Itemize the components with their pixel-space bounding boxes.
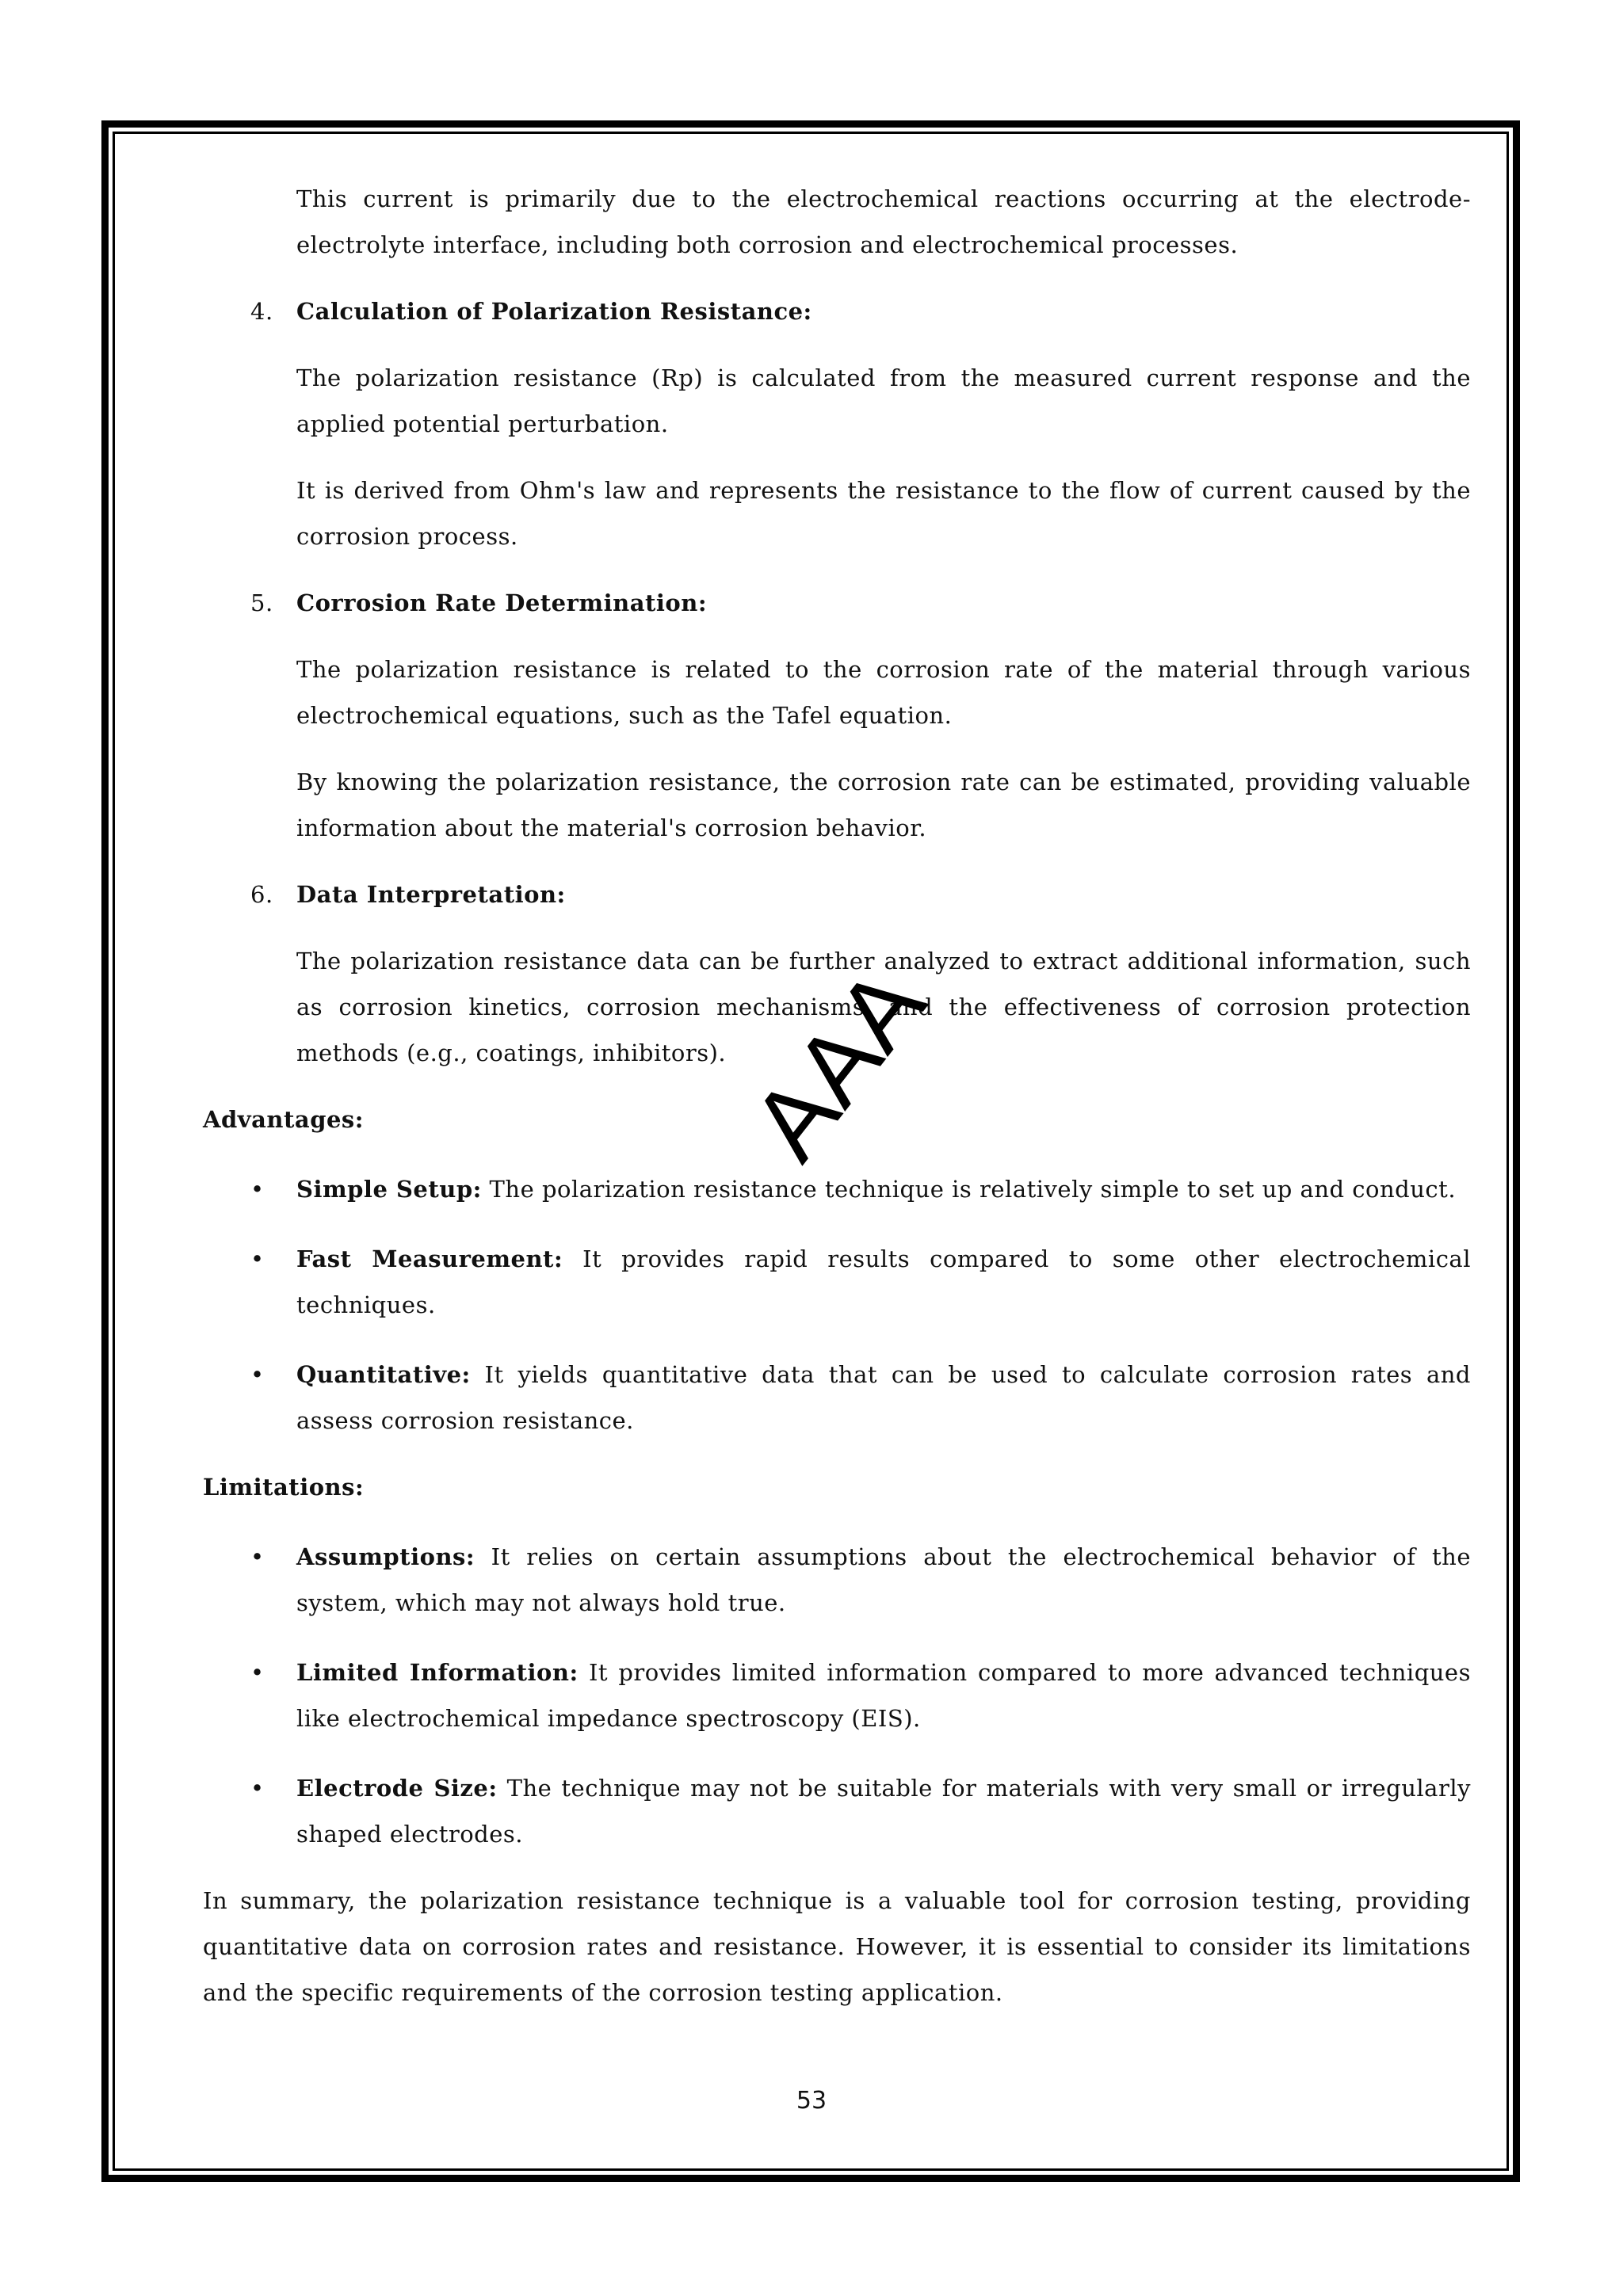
bullet-icon: • xyxy=(250,1361,265,1388)
intro-paragraph: This current is primarily due to the electrochemical reactions occurring at the electrode-electrolyte interface, including both corrosion and electrochemical processes. xyxy=(296,185,1471,258)
step-paragraph: The polarization resistance is related to the corrosion rate of the material through various electrochemical equations, such as the Tafel equation. xyxy=(296,656,1471,729)
limitation-term: Assumptions: xyxy=(296,1543,475,1570)
step-number: 5. xyxy=(250,589,273,616)
bullet-icon: • xyxy=(250,1543,265,1570)
advantages-heading: Advantages: xyxy=(203,1106,364,1133)
bullet-icon: • xyxy=(250,1775,265,1802)
advantage-text: It provides rapid results compared to some other electrochemical techniques. xyxy=(296,1245,1471,1318)
advantage-term: Simple Setup: xyxy=(296,1176,482,1203)
limitation-term: Electrode Size: xyxy=(296,1775,498,1802)
limitation-item xyxy=(203,1650,1471,1741)
bullet-icon: • xyxy=(250,1245,265,1272)
step-paragraph: By knowing the polarization resistance, the corrosion rate can be estimated, providing valuable information about the material's corrosion behavior. xyxy=(296,769,1471,841)
step-paragraph: It is derived from Ohm's law and represents the resistance to the flow of current caused by the corrosion process. xyxy=(296,477,1471,550)
bullet-icon: • xyxy=(250,1659,265,1686)
limitation-item xyxy=(203,1534,1471,1626)
step-heading xyxy=(203,871,1471,917)
advantage-text: The polarization resistance technique is relatively simple to set up and conduct. xyxy=(481,1176,1457,1203)
step-paragraph: The polarization resistance data can be further analyzed to extract additional information, such as corrosion kinetics, corrosion mechanisms, and the effectiveness of corrosion protection methods (e.g., coatings, inhibitors). xyxy=(296,948,1471,1066)
limitation-text: The technique may not be suitable for materials with very small or irregularly shaped electrodes. xyxy=(296,1775,1471,1848)
limitations-heading: Limitations: xyxy=(203,1474,365,1501)
bullet-icon: • xyxy=(250,1176,265,1203)
summary-paragraph: In summary, the polarization resistance technique is a valuable tool for corrosion testing, providing quantitative data on corrosion rates and resistance. However, it is essential to consider its limitations and the specific requirements of the corrosion testing application. xyxy=(203,1887,1471,2006)
step-title: Data Interpretation: xyxy=(296,881,566,908)
limitation-item xyxy=(203,1765,1471,1857)
advantage-item xyxy=(203,1236,1471,1328)
step-paragraph: The polarization resistance (Rp) is calculated from the measured current response and the applied potential perturbation. xyxy=(296,364,1471,437)
advantage-term: Quantitative: xyxy=(296,1361,471,1388)
advantage-item xyxy=(203,1352,1471,1444)
step-number: 4. xyxy=(250,298,273,325)
step-heading xyxy=(203,288,1471,334)
page-number: 53 xyxy=(796,2087,827,2115)
step-title: Corrosion Rate Determination: xyxy=(296,589,708,616)
advantage-item xyxy=(203,1166,1471,1212)
limitation-text: It provides limited information compared to more advanced techniques like electrochemical impedance spectroscopy (EIS). xyxy=(296,1659,1471,1732)
limitation-term: Limited Information: xyxy=(296,1659,579,1686)
watermark-text: AAA xyxy=(730,946,948,1180)
step-heading xyxy=(203,580,1471,626)
limitation-text: It relies on certain assumptions about the electrochemical behavior of the system, which may not always hold true. xyxy=(296,1543,1471,1616)
advantage-text: It yields quantitative data that can be used to calculate corrosion rates and assess corrosion resistance. xyxy=(296,1361,1471,1434)
step-number: 6. xyxy=(250,881,273,908)
advantage-term: Fast Measurement: xyxy=(296,1245,563,1272)
step-title: Calculation of Polarization Resistance: xyxy=(296,298,812,325)
